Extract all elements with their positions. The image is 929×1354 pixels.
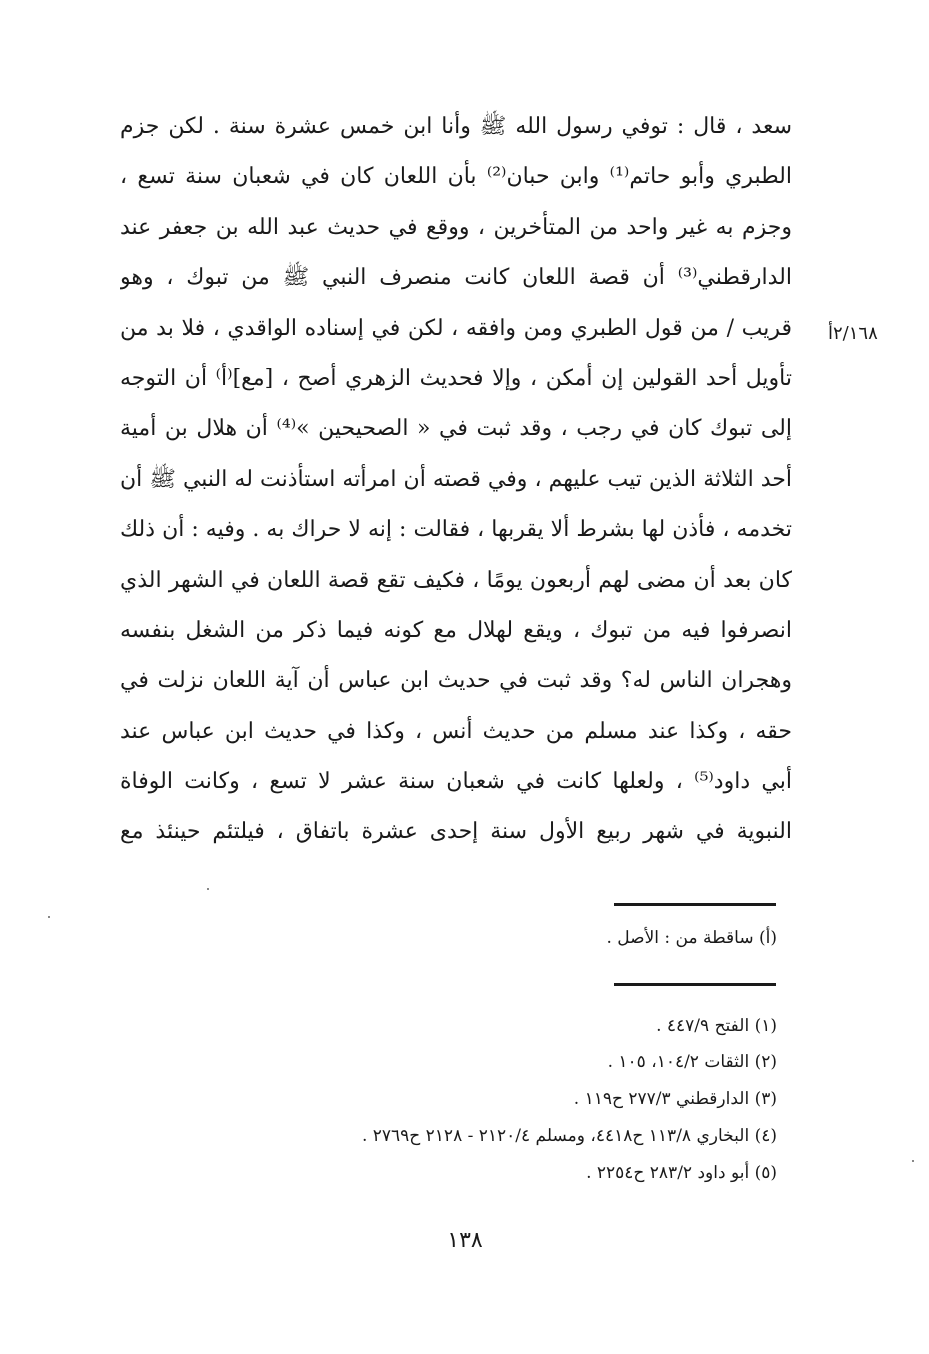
text-line: أحد الثلاثة الذين تيب عليهم ، وفي قصته أن امرأته استأذنت له النبي ﷺ أن [120, 466, 792, 492]
text-line: أبي داود⁽⁵⁾ ، ولعلها كانت في شعبان سنة عشر لا تسع ، وكانت الوفاة [120, 769, 792, 795]
footnote: (٤) البخاري ١١٣/٨ ح٤٤١٨، ومسلم ٢١٢٠/٤ - ٢١٢٨ ح٢٧٦٩ . [361, 1126, 777, 1146]
text-line: تأويل أحد القولين إن أمكن ، وإلا فحديث الزهري أصح ، [مع]⁽أ⁾ أن التوجه [120, 365, 792, 391]
footnote: (١) الفتح ٤٤٧/٩ . [656, 1016, 777, 1036]
text-line: إلى تبوك كان في رجب ، وقد ثبت في « الصحيحين »⁽⁴⁾ أن هلال بن أمية [120, 416, 792, 442]
footnote: (٢) الثقات ١٠٤/٢، ١٠٥ . [607, 1052, 777, 1072]
text-line: وجزم به غير واحد من المتأخرين ، ووقع في حديث عبد الله بن جعفر عند [120, 214, 792, 240]
scan-speck [207, 888, 209, 890]
text-line: سعد ، قال : توفي رسول الله ﷺ وأنا ابن خمس عشرة سنة . لكن جزم [120, 114, 792, 139]
footnote-separator [614, 983, 776, 986]
manuscript-folio-marker: ٢/١٦٨أ [828, 323, 878, 344]
text-line: تخدمه ، فأذن لها بشرط ألا يقربها ، فقالت : إنه لا حراك به . وفيه : أن ذلك [120, 517, 792, 543]
text-line: قريب / من قول الطبري ومن وافقه ، لكن في إسناده الواقدي ، فلا بد من [120, 315, 792, 341]
text-line: الطبري وأبو حاتم⁽¹⁾ وابن حبان⁽²⁾ بأن اللعان كان في شعبان سنة تسع ، [120, 164, 792, 190]
text-line: وهجران الناس له؟ وقد ثبت في حديث ابن عباس أن آية اللعان نزلت في [120, 668, 792, 694]
scan-speck [912, 1160, 914, 1162]
text-line: انصرفوا فيه من تبوك ، ويقع لهلال مع كونه فيما ذكر من الشغل بنفسه [120, 617, 792, 643]
scan-speck [48, 916, 50, 918]
footnote: (٣) الدارقطني ٢٧٧/٣ ح١١٩ . [573, 1089, 777, 1109]
text-line: كان بعد أن مضى لهم أربعون يومًا ، فكيف تقع قصة اللعان في الشهر الذي [120, 567, 792, 593]
footnote: (٥) أبو داود ٢٨٣/٢ ح٢٢٥٤ . [586, 1163, 777, 1183]
variant-note: (أ) ساقطة من : الأصل . [606, 928, 777, 948]
main-text [120, 102, 792, 858]
text-line: حقه ، وكذا عند مسلم من حديث أنس ، وكذا في حديث ابن عباس عند [120, 718, 792, 744]
page-number: ١٣٨ [447, 1228, 483, 1253]
text-line: النبوية في شهر ربيع الأول سنة إحدى عشرة باتفاق ، فيلتئم حينئذ مع [120, 819, 792, 845]
footnote-separator [614, 903, 776, 906]
text-line: الدارقطني⁽³⁾ أن قصة اللعان كانت منصرف النبي ﷺ من تبوك ، وهو [120, 265, 792, 291]
